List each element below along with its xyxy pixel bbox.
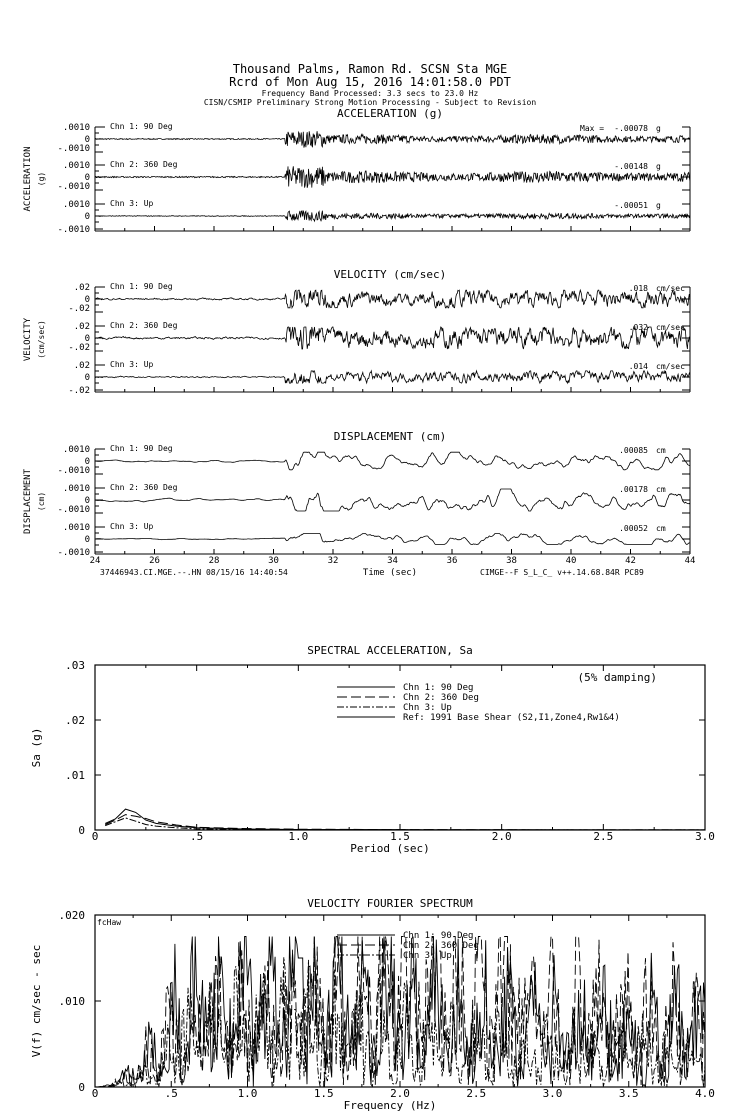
panel-yunit: (cm) (37, 491, 46, 512)
x-tick-label: 2.0 (390, 1087, 410, 1100)
channel-max: .018 (628, 284, 648, 293)
channel-unit: g (656, 124, 661, 133)
channel-label: Chn 3: Up (110, 199, 154, 208)
x-tick-label: 2.5 (593, 830, 614, 843)
damping-annotation: (5% damping) (577, 671, 657, 684)
x-tick-label: 44 (684, 556, 696, 566)
y-tick-label: -.0010 (57, 548, 90, 558)
y-tick-label: -.0010 (57, 225, 90, 235)
y-tick-label: -.0010 (57, 182, 90, 192)
y-tick-label: .03 (65, 659, 85, 672)
y-tick-label: -.0010 (57, 144, 90, 154)
chart-title: SPECTRAL ACCELERATION, Sa (307, 644, 473, 657)
x-tick-label: .5 (164, 1087, 178, 1100)
x-tick-label: 26 (149, 556, 160, 566)
panel-title: VELOCITY (cm/sec) (333, 268, 447, 281)
fourier-series-line (95, 937, 705, 1088)
y-tick-label: .0010 (62, 523, 90, 533)
sa-series-line (105, 815, 705, 830)
y-tick-label: .020 (58, 909, 85, 922)
y-tick-label: -.0010 (57, 505, 90, 515)
x-tick-label: 0 (91, 1087, 99, 1100)
channel-unit: g (656, 201, 661, 210)
waveform-trace (95, 211, 690, 222)
channel-unit: cm/sec (656, 323, 685, 332)
y-tick-label: 0 (84, 535, 90, 545)
channel-label: Chn 2: 360 Deg (110, 321, 178, 330)
channel-max: .00052 (619, 524, 648, 533)
header-station: Thousand Palms, Ramon Rd. SCSN Sta MGE (232, 62, 508, 76)
x-axis-label: Frequency (Hz) (343, 1099, 437, 1112)
x-tick-label: 1.0 (237, 1087, 258, 1100)
x-tick-label: 34 (387, 556, 398, 566)
channel-unit: cm (656, 524, 666, 533)
y-tick-label: 0 (78, 824, 85, 837)
channel-label: Chn 1: 90 Deg (110, 444, 173, 453)
channel-unit: cm/sec (656, 362, 685, 371)
x-tick-label: 38 (506, 556, 517, 566)
y-tick-label: .02 (73, 322, 90, 332)
channel-label: Chn 3: Up (110, 522, 154, 531)
y-tick-label: .0010 (62, 445, 90, 455)
waveform-trace (95, 371, 690, 383)
footer-processing-id: CIMGE--F S_L_C_ v++.14.68.84R PC89 (480, 568, 644, 577)
y-tick-label: 0 (84, 496, 90, 506)
x-tick-label: 40 (565, 556, 577, 566)
y-tick-label: .02 (73, 283, 90, 293)
x-tick-label: 3.5 (618, 1087, 639, 1100)
header-frequency-band: Frequency Band Processed: 3.3 secs to 23.0 Hz (261, 89, 479, 98)
corner-label: fcHaw (97, 918, 122, 927)
y-tick-label: 0 (78, 1081, 85, 1094)
panel-ylabel: ACCELERATION (23, 146, 33, 212)
x-tick-label: 1.5 (390, 830, 410, 843)
footer-record-id: 37446943.CI.MGE.--.HN 08/15/16 14:40:54 (100, 568, 288, 577)
x-tick-label: 4.0 (695, 1087, 715, 1100)
x-tick-label: 3.0 (695, 830, 715, 843)
waveform-trace (95, 452, 690, 470)
y-tick-label: 0 (84, 135, 90, 145)
y-tick-label: .0010 (62, 484, 90, 494)
channel-unit: cm (656, 446, 666, 455)
y-tick-label: -.02 (68, 343, 90, 353)
max-prefix: Max = (580, 124, 605, 133)
panel-ylabel: VELOCITY (23, 317, 33, 362)
panel-title: ACCELERATION (g) (337, 107, 443, 120)
y-tick-label: .0010 (62, 123, 90, 133)
channel-label: Chn 2: 360 Deg (110, 160, 178, 169)
legend-label: Chn 3: Up (403, 951, 452, 961)
channel-unit: g (656, 162, 661, 171)
channel-max: .00178 (619, 485, 648, 494)
channel-max: -.00148 (614, 162, 648, 171)
channel-max: .00085 (619, 446, 648, 455)
waveform-trace (95, 534, 690, 545)
x-tick-label: 36 (446, 556, 458, 566)
legend-label: Chn 1: 90 Deg (403, 931, 474, 941)
y-tick-label: 0 (84, 173, 90, 183)
waveform-trace (95, 166, 690, 188)
x-tick-label: 28 (208, 556, 220, 566)
waveform-trace (95, 327, 690, 349)
y-axis-label: Sa (g) (30, 727, 43, 768)
x-axis-label: Time (sec) (362, 568, 418, 578)
waveform-trace (95, 489, 690, 511)
y-tick-label: .02 (65, 714, 85, 727)
channel-max: .032 (628, 323, 648, 332)
y-tick-label: .0010 (62, 200, 90, 210)
channel-unit: cm/sec (656, 284, 685, 293)
panel-ylabel: DISPLACEMENT (23, 468, 33, 535)
x-axis-label: Period (sec) (350, 842, 430, 855)
y-tick-label: 0 (84, 334, 90, 344)
y-tick-label: -.0010 (57, 466, 90, 476)
legend-label: Chn 1: 90 Deg (403, 683, 474, 693)
channel-label: Chn 2: 360 Deg (110, 483, 178, 492)
channel-label: Chn 3: Up (110, 360, 154, 369)
y-tick-label: 0 (84, 373, 90, 383)
x-tick-label: 30 (268, 556, 279, 566)
waveform-trace (95, 131, 690, 147)
y-tick-label: -.02 (68, 304, 90, 314)
chart-title: VELOCITY FOURIER SPECTRUM (307, 897, 473, 910)
channel-unit: cm (656, 485, 666, 494)
x-tick-label: 24 (89, 556, 101, 566)
x-tick-label: 3.0 (542, 1087, 563, 1100)
y-axis-label: V(f) cm/sec - sec (30, 944, 43, 1058)
y-tick-label: .01 (65, 769, 85, 782)
panel-yunit: (cm/sec) (37, 320, 46, 359)
x-tick-label: 0 (91, 830, 99, 843)
header-processing-note: CISN/CSMIP Preliminary Strong Motion Processing - Subject to Revision (203, 98, 537, 107)
x-tick-label: 1.5 (313, 1087, 334, 1100)
y-tick-label: 0 (84, 212, 90, 222)
plot-frame (95, 665, 705, 830)
legend-label: Chn 2: 360 Deg (403, 693, 479, 703)
x-tick-label: 32 (327, 556, 339, 566)
channel-max: -.00051 (614, 201, 648, 210)
legend-label: Chn 2: 360 Deg (403, 941, 479, 951)
panel-title: DISPLACEMENT (cm) (333, 430, 447, 443)
channel-max: -.00078 (614, 124, 648, 133)
y-tick-label: 0 (84, 295, 90, 305)
legend-label: Chn 3: Up (403, 703, 452, 713)
channel-label: Chn 1: 90 Deg (110, 122, 173, 131)
y-tick-label: 0 (84, 457, 90, 467)
panel-yunit: (g) (37, 171, 46, 187)
waveform-trace (95, 290, 690, 308)
channel-label: Chn 1: 90 Deg (110, 282, 173, 291)
x-tick-label: 2.5 (466, 1087, 487, 1100)
x-tick-label: 2.0 (491, 830, 512, 843)
channel-max: .014 (628, 362, 648, 371)
y-tick-label: -.02 (68, 386, 90, 396)
legend-label: Ref: 1991 Base Shear (S2,I1,Zone4,Rw1&4) (403, 713, 620, 723)
x-tick-label: 1.0 (288, 830, 309, 843)
y-tick-label: .02 (73, 361, 90, 371)
y-tick-label: .010 (58, 995, 85, 1008)
header-record-time: Rcrd of Mon Aug 15, 2016 14:01:58.0 PDT (229, 75, 511, 89)
x-tick-label: 42 (625, 556, 636, 566)
x-tick-label: .5 (190, 830, 204, 843)
y-tick-label: .0010 (62, 161, 90, 171)
